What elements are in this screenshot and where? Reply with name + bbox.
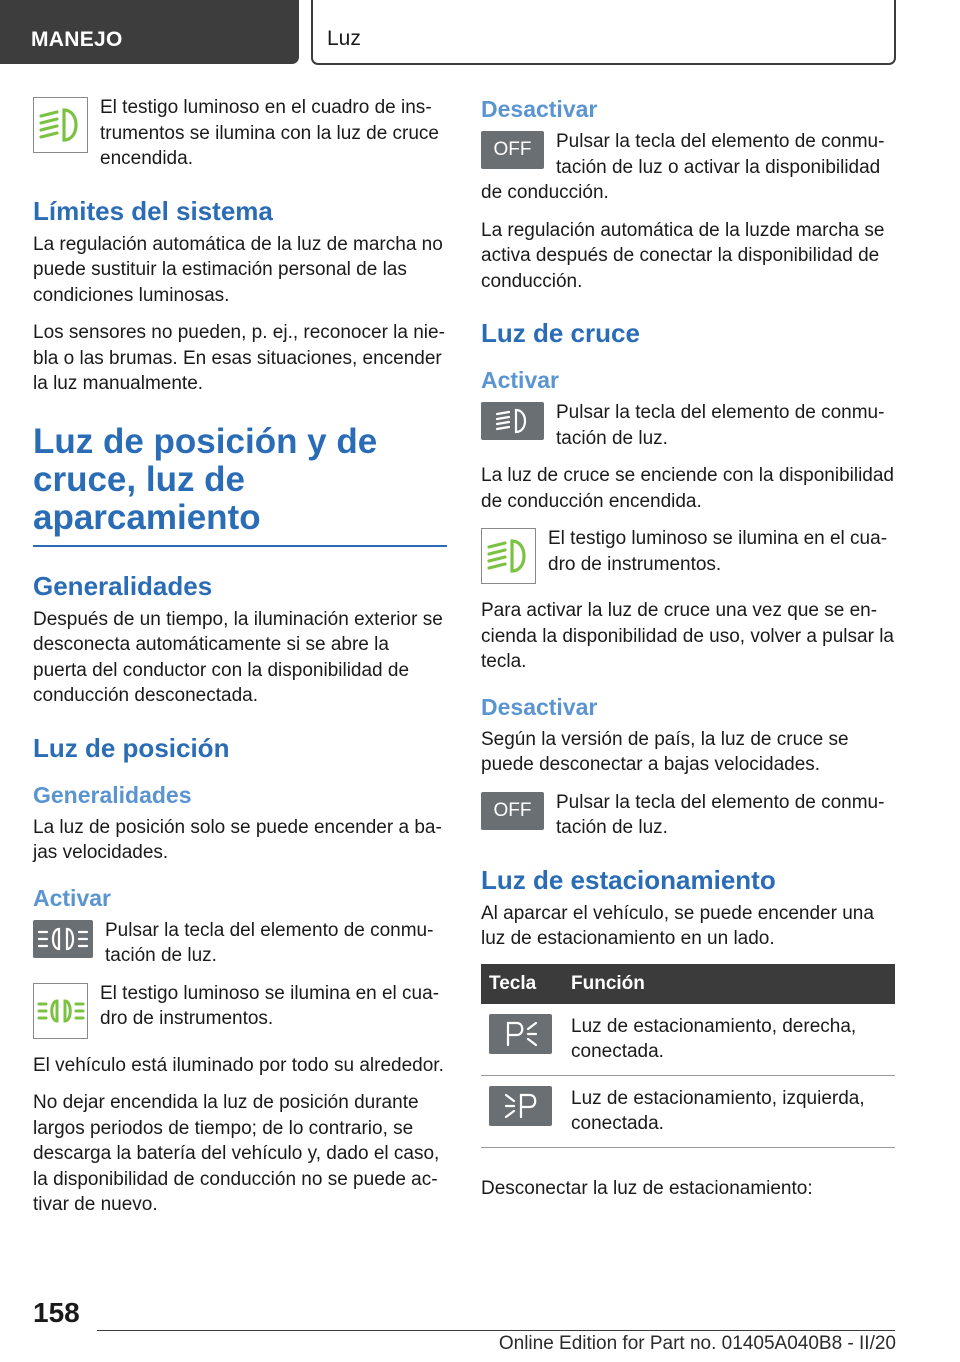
heading-limites: Límites del sistema [33, 195, 273, 226]
page-number: 158 [33, 1297, 80, 1328]
limites-paragraph-1: La regulación automática de la luz de marcha no puede sustituir la estimación personal de las condiciones luminosas. [33, 233, 443, 306]
table-cell-function: Luz de estacionamiento, izquierda, conectada. [563, 1075, 895, 1147]
right-column [481, 95, 895, 1213]
posicion-paragraph-2: No dejar encendida la luz de posición durante largos periodos de tiempo; de lo contrario, se descarga la batería del vehículo y, dado el caso, la disponibilidad de conducción no se puede activar de nuevo. [33, 1092, 440, 1215]
position-light-indicator-green-icon [33, 983, 88, 1039]
off-key-icon [481, 792, 544, 830]
low-beam-key-icon [481, 402, 544, 440]
low-beam-indicator-green-icon [481, 528, 536, 584]
position-light-indicator-note [33, 981, 447, 1041]
left-column [33, 95, 447, 1230]
posicion-paragraph-1: El vehículo está iluminado por todo su alrededor. [33, 1054, 444, 1076]
limites-paragraph-2: Los sensores no pueden, p. ej., reconocer la niebla o las brumas. En esas situaciones, encender la luz manualmente. [33, 322, 445, 394]
header-section-label: MANEJO [31, 28, 123, 51]
heading-generalidades: Generalidades [33, 570, 213, 601]
heading-luz-estacionamiento: Luz de estacionamiento [481, 864, 776, 895]
footer-edition: Online Edition for Part no. 01405A040B8 - II/20 [498, 1333, 896, 1354]
header-section-tab [0, 0, 299, 64]
low-beam-key-text: Pulsar la tecla del elemento de conmutación de luz. [556, 402, 885, 449]
table-cell-function: Luz de estacionamiento, derecha, conectada. [563, 1004, 895, 1076]
low-beam-indicator-note [33, 95, 447, 172]
estacionamiento-off-paragraph: Desconectar la luz de estacionamiento: [481, 1177, 813, 1199]
table-cell-key [481, 1004, 563, 1076]
table-header-function: Función [563, 964, 895, 1004]
low-beam-indicator-note-2 [481, 526, 895, 586]
low-beam-key-note [481, 400, 895, 451]
cruce-paragraph-1: La luz de cruce se enciende con la disponibilidad de conducción encendida. [481, 465, 894, 512]
position-light-key-note [33, 918, 447, 969]
heading-desactivar: Desactivar [481, 96, 598, 122]
estacionamiento-paragraph: Al aparcar el vehículo, se puede encender una luz de estacionamiento en un lado. [481, 902, 874, 949]
posicion-generalidades-paragraph: La luz de posición solo se puede encender a bajas velocidades. [33, 816, 442, 863]
off-key-text-2: Pulsar la tecla del elemento de conmutación de luz. [556, 791, 885, 838]
heading-main: Luz de posición y de cruce, luz de aparcamiento [33, 423, 447, 547]
off-key-icon [481, 131, 544, 169]
table-row [481, 1004, 895, 1076]
low-beam-indicator-text: El testigo luminoso en el cuadro de instrumentos se ilumina con la luz de cruce encendida. [100, 97, 439, 169]
off-key-text: Pulsar la tecla del elemento de conmutación de luz o activar la disponibilidad de conducción. [481, 131, 885, 203]
off-key-label-2: OFF [493, 799, 532, 821]
position-light-key-text: Pulsar la tecla del elemento de conmutación de luz. [105, 919, 434, 966]
off-key-label: OFF [493, 139, 532, 160]
heading-posicion-activar: Activar [33, 884, 111, 911]
heading-luz-cruce: Luz de cruce [481, 318, 640, 348]
table-cell-key [481, 1075, 563, 1147]
parking-light-right-icon [489, 1014, 552, 1054]
off-key-note [481, 129, 895, 206]
parking-light-table [481, 964, 895, 1148]
desactivar-paragraph: La regulación automática de la luzde marcha se activa después de conectar la disponibilidad de conducción. [481, 219, 885, 292]
low-beam-indicator-text-2: El testigo luminoso se ilumina en el cuadro de instrumentos. [548, 528, 888, 575]
generalidades-paragraph: Después de un tiempo, la iluminación exterior se desconecta automáticamente si se abre la puerta del conductor con la disponibilidad de conducción desconectada. [33, 608, 443, 706]
position-light-key-icon [33, 920, 93, 958]
table-header-key: Tecla [481, 964, 563, 1004]
parking-light-left-icon [489, 1086, 552, 1126]
off-key-note-2 [481, 790, 895, 841]
heading-posicion-generalidades: Generalidades [33, 781, 192, 808]
heading-cruce-activar: Activar [481, 367, 559, 393]
header-chapter-label: Luz [327, 27, 361, 50]
heading-desactivar-2: Desactivar [481, 693, 598, 720]
position-light-indicator-text: El testigo luminoso se ilumina en el cuadro de instrumentos. [100, 982, 440, 1029]
heading-luz-posicion: Luz de posición [33, 732, 230, 763]
header-chapter-tab [311, 0, 896, 65]
desactivar-2-paragraph: Según la versión de país, la luz de cruce se puede desconectar a bajas velocidades. [481, 728, 849, 775]
cruce-paragraph-2: Para activar la luz de cruce una vez que se encienda la disponibilidad de uso, volver a pulsar la tecla. [481, 600, 894, 672]
low-beam-indicator-green-icon [33, 97, 88, 153]
table-row [481, 1075, 895, 1147]
footer-divider [97, 1330, 895, 1331]
table-header-row [481, 964, 895, 1004]
